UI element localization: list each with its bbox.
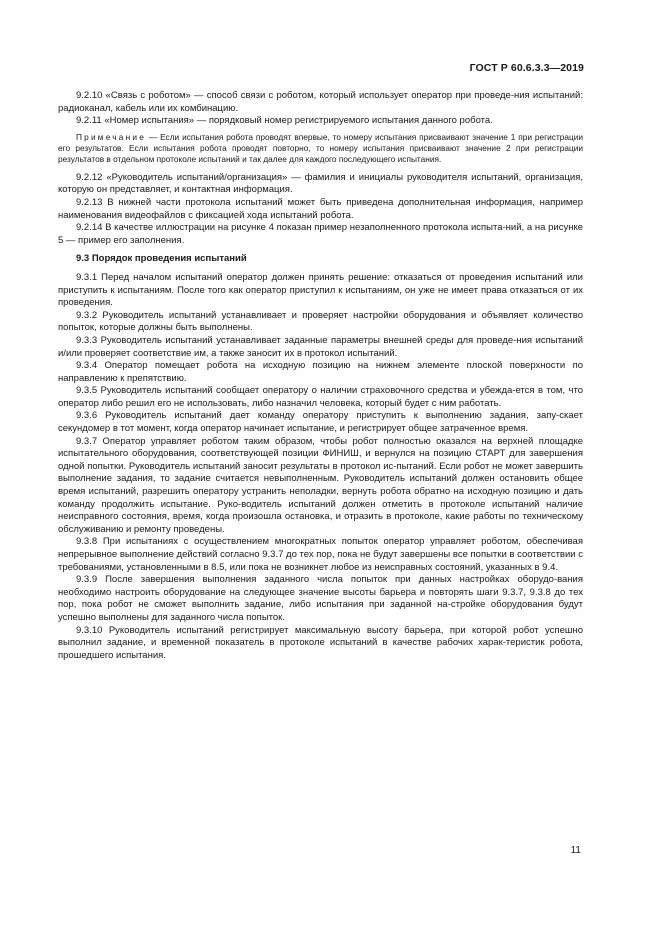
- note-label: Примечание: [76, 131, 147, 142]
- paragraph-9-3-7: 9.3.7 Оператор управляет роботом таким образом, чтобы робот полностью оказался на верхней площадке испытательного оборудования, соответствующей позиции ФИНИШ, и вернулся на позицию СТАРТ для завершения одной попытки. Руководитель испытаний заносит результаты в протокол ис-пытаний. Если робот не может завершить выполнение задания, то задание считается невыполненным. Руководитель испытаний должен остановить общее время испытаний, разрешить оператору устранить неполадки, вернуть робота обратно на исходную позицию и дать команду продолжить испытание. Руко-водитель испытаний должен отметить в протоколе испытаний наличие неисправного состояния, время, когда произошла остановка, и отразить в протоколе, какие работы по техническому обслуживанию и ремонту проведены.: [58, 435, 583, 535]
- paragraph-9-2-10: 9.2.10 «Связь с роботом» — способ связи с роботом, который использует оператор при проведе-ния испытаний: радиоканал, кабель или их комбинацию.: [58, 90, 583, 114]
- paragraph-9-3-10: 9.3.10 Руководитель испытаний регистрирует максимальную высоту барьера, при которой робот успешно выполнил задание, и временной показатель в протоколе испытаний в качестве рабочих харак-теристик робота, прошедшего испытания.: [58, 624, 583, 661]
- paragraph-9-3-2: 9.3.2 Руководитель испытаний устанавливает и проверяет настройки оборудования и объявляет количество попыток, которые должны быть выполнены.: [58, 309, 583, 334]
- document-header: ГОСТ Р 60.6.3.3—2019: [469, 62, 584, 74]
- section-title: 9.3 Порядок проведения испытаний: [76, 253, 247, 265]
- paragraph-9-3-4: 9.3.4 Оператор помещает робота на исходную позицию на нижнем элементе плоской поверхности по направлению к препятствию.: [58, 360, 583, 384]
- paragraph-9-3-8: 9.3.8 При испытаниях с осуществлением многократных попыток оператор управляет роботом, обеспечивая непрерывное выполнение действий согласно 9.3.7 до тех пор, пока не будут завершены все попытки в соответствии с требованиями, установленными в 8.5, или пока не возникнет любое из неисправных состояний, указанных в 9.4.: [58, 536, 583, 573]
- paragraph-9-3-5: 9.3.5 Руководитель испытаний сообщает оператору о наличии страховочного средства и убежда-ется в том, что оператор либо решил его не использовать, либо назначил человека, который будет с ним работать.: [58, 385, 583, 409]
- paragraph-9-2-11: 9.2.11 «Номер испытания» — порядковый номер регистрируемого испытания данного робота.: [76, 115, 493, 127]
- note-paragraph: [58, 132, 583, 165]
- paragraph-9-3-9: 9.3.9 После завершения выполнения заданного числа попыток при данных настройках оборудо-вания необходимо настроить оборудование на следующее значение высоты барьера и повторять шаги 9.3.7, 9.3.8 до тех пор, пока робот не сможет выполнить задание, либо испытания при заданной на-стройке оборудования будут успешно выполнены для заданного числа попыток.: [58, 574, 583, 623]
- paragraph-9-2-12: 9.2.12 «Руководитель испытаний/организация» — фамилия и инициалы руководителя испытаний, организация, которую он представляет, и контактная информация.: [58, 171, 583, 196]
- paragraph-9-2-13: 9.2.13 В нижней части протокола испытаний может быть приведена дополнительная информация, например наименования видеофайлов с фиксацией хода испытаний робота.: [58, 196, 583, 221]
- note-text: — Если испытания робота проводят впервые, то номеру испытания присваивают значение 1 при регистрации его результатов. Если испытания робота проводят повторно, то номеру испытания присваивают значение 2 при регистрации результатов в отдельном протоколе испытаний и так далее для каждого последующего испытания.: [58, 131, 583, 164]
- paragraph-9-3-1: 9.3.1 Перед началом испытаний оператор должен принять решение: отказаться от проведения испытаний или приступить к испытаниям. После того как оператор приступил к испытаниям, он уже не имеет права отказаться от их проведения.: [58, 271, 583, 309]
- page-number: 11: [570, 845, 581, 856]
- paragraph-9-3-3: 9.3.3 Руководитель испытаний устанавливает заданные параметры внешней среды для проведе-ния испытаний и/или проверяет соответствие им, а также заносит их в протокол испытаний.: [58, 334, 583, 359]
- paragraph-9-2-14: 9.2.14 В качестве иллюстрации на рисунке 4 показан пример незаполненного протокола испыта-ний, а на рисунке 5 — пример его заполнения.: [58, 222, 583, 246]
- document-body: [58, 90, 583, 662]
- paragraph-9-3-6: 9.3.6 Руководитель испытаний дает команду оператору приступить к выполнению задания, запу-скает секундомер в тот момент, когда оператор начинает испытание, и регистрирует общее затраченное время.: [58, 410, 583, 435]
